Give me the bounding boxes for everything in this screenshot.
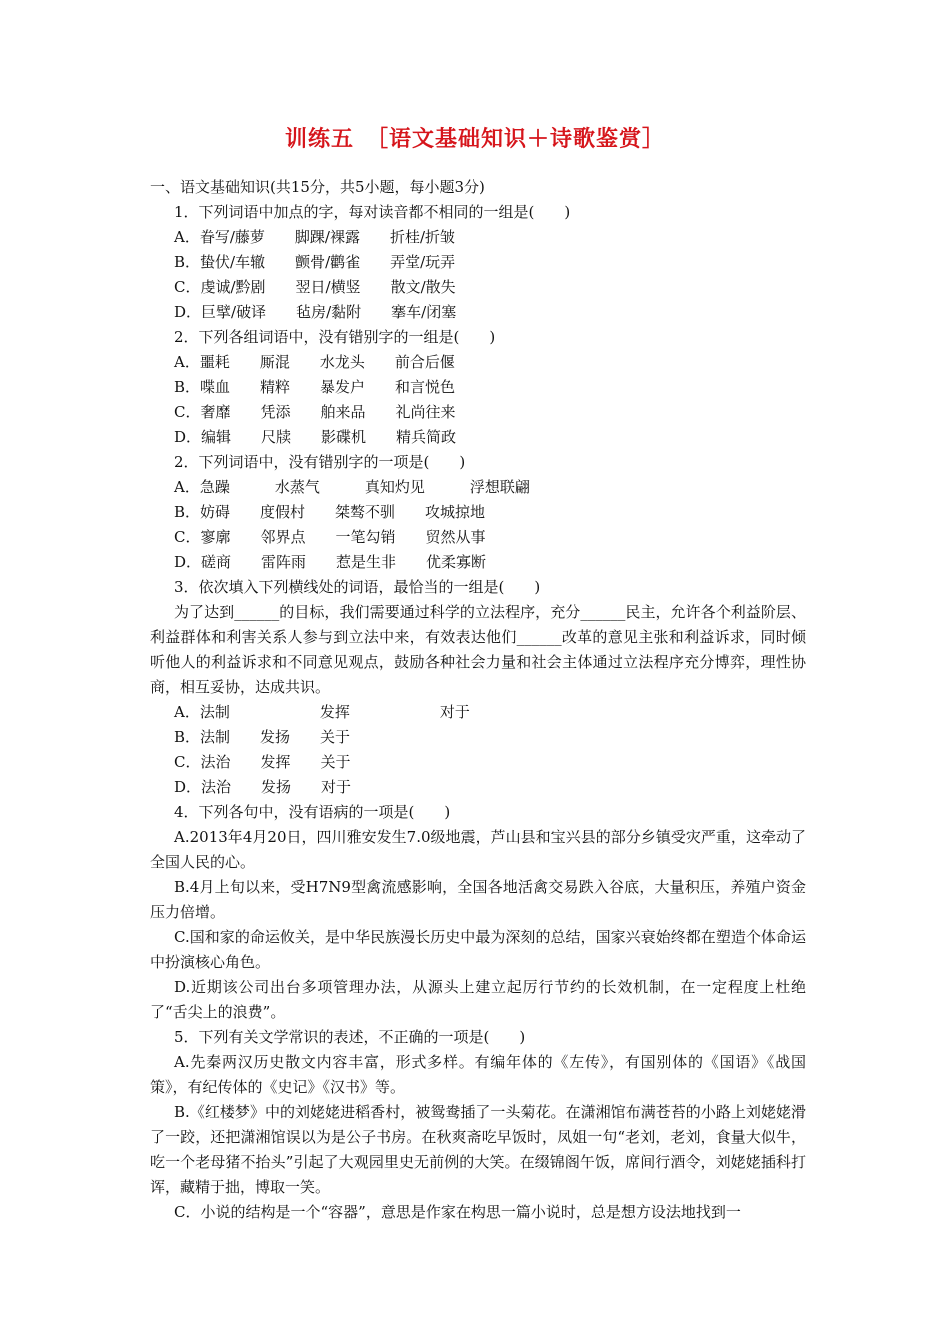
question-3-passage: 为了达到______的目标，我们需要通过科学的立法程序，充分______民主，允许各个利益阶层、利益群体和利害关系人参与到立法中来，有效表达他们______改革的意见主张和利益诉求，同时倾听他人的利益诉求和不同意见观点，鼓励各种社会力量和社会主体通过立法程序充分博弈，理性协商，相互妥协，达成共识。 bbox=[150, 603, 806, 696]
question-1-option-a: A．眷写/藤萝 脚踝/裸露 折桂/折皱 bbox=[174, 228, 455, 246]
question-5-option-c: C．小说的结构是一个“容器”，意思是作家在构思一篇小说时，总是想方设法地找到一 bbox=[174, 1203, 741, 1221]
page-title: 训练五 ［语文基础知识＋诗歌鉴赏］ bbox=[284, 127, 665, 152]
question-1-option-c: C．虔诚/黔剧 翌日/横竖 散文/散失 bbox=[174, 278, 456, 296]
question-4-option-c: C.国和家的命运攸关，是中华民族漫长历史中最为深刻的总结，国家兴衰始终都在塑造个体命运中扮演核心角色。 bbox=[150, 928, 806, 971]
question-5-option-b: B.《红楼梦》中的刘姥姥进稻香村，被鸳鸯插了一头菊花。在潇湘馆布满苍苔的小路上刘姥姥滑了一跤，还把潇湘馆误以为是公子书房。在秋爽斋吃早饭时，凤姐一句“老刘，老刘，食量大似牛，吃一个老母猪不抬头”引起了大观园里史无前例的大笑。在缀锦阁午饭，席间行酒令，刘姥姥插科打诨，藏精于拙，博取一笑。 bbox=[150, 1103, 806, 1196]
question-2a-option-c: C．奢靡 凭添 舶来品 礼尚往来 bbox=[174, 403, 456, 421]
document-body bbox=[150, 175, 806, 1225]
question-2b-stem: 2．下列词语中，没有错别字的一项是( ) bbox=[174, 453, 466, 471]
question-3-option-a: A．法制 发挥 对于 bbox=[174, 703, 470, 721]
question-5-stem: 5．下列有关文学常识的表述，不正确的一项是( ) bbox=[174, 1028, 526, 1046]
question-3-option-b: B．法制 发扬 关于 bbox=[174, 728, 351, 746]
section-heading: 一、语文基础知识(共15分，共5小题，每小题3分) bbox=[150, 178, 485, 196]
question-4-stem: 4．下列各句中，没有语病的一项是( ) bbox=[174, 803, 451, 821]
question-4-option-a: A.2013年4月20日，四川雅安发生7.0级地震，芦山县和宝兴县的部分乡镇受灾严重，这牵动了全国人民的心。 bbox=[150, 828, 806, 871]
question-3-option-c: C．法治 发挥 关于 bbox=[174, 753, 351, 771]
question-3-option-d: D．法治 发扬 对于 bbox=[174, 778, 352, 796]
question-2a-option-d: D．编辑 尺牍 影碟机 精兵简政 bbox=[174, 428, 457, 446]
question-4-option-d: D.近期该公司出台多项管理办法，从源头上建立起厉行节约的长效机制，在一定程度上杜绝了“舌尖上的浪费”。 bbox=[150, 978, 806, 1021]
question-2b-option-b: B．妨碍 度假村 桀骜不驯 攻城掠地 bbox=[174, 503, 486, 521]
question-1-option-b: B．蛰伏/车辙 颤骨/鹳雀 弄堂/玩弄 bbox=[174, 253, 456, 271]
question-2a-option-a: A．噩耗 厮混 水龙头 前合后偃 bbox=[174, 353, 455, 371]
question-2b-option-d: D．磋商 雷阵雨 惹是生非 优柔寡断 bbox=[174, 553, 487, 571]
question-5-option-a: A.先秦两汉历史散文内容丰富，形式多样。有编年体的《左传》，有国别体的《国语》《战国策》，有纪传体的《史记》《汉书》等。 bbox=[150, 1053, 806, 1096]
question-2a-option-b: B．喋血 精粹 暴发户 和言悦色 bbox=[174, 378, 456, 396]
question-2b-option-a: A．急躁 水蒸气 真知灼见 浮想联翩 bbox=[174, 478, 530, 496]
question-3-stem: 3．依次填入下列横线处的词语，最恰当的一组是( ) bbox=[174, 578, 541, 596]
question-1-stem: 1．下列词语中加点的字，每对读音都不相同的一组是( ) bbox=[174, 203, 571, 221]
question-1-option-d: D．巨擘/破译 毡房/黏附 搴车/闭塞 bbox=[174, 303, 457, 321]
question-2b-option-c: C．寥廓 邻界点 一笔勾销 贸然从事 bbox=[174, 528, 486, 546]
question-4-option-b: B.4月上旬以来，受H7N9型禽流感影响，全国各地活禽交易跌入谷底，大量积压，养殖户资金压力倍增。 bbox=[150, 878, 806, 921]
question-2a-stem: 2．下列各组词语中，没有错别字的一组是( ) bbox=[174, 328, 496, 346]
